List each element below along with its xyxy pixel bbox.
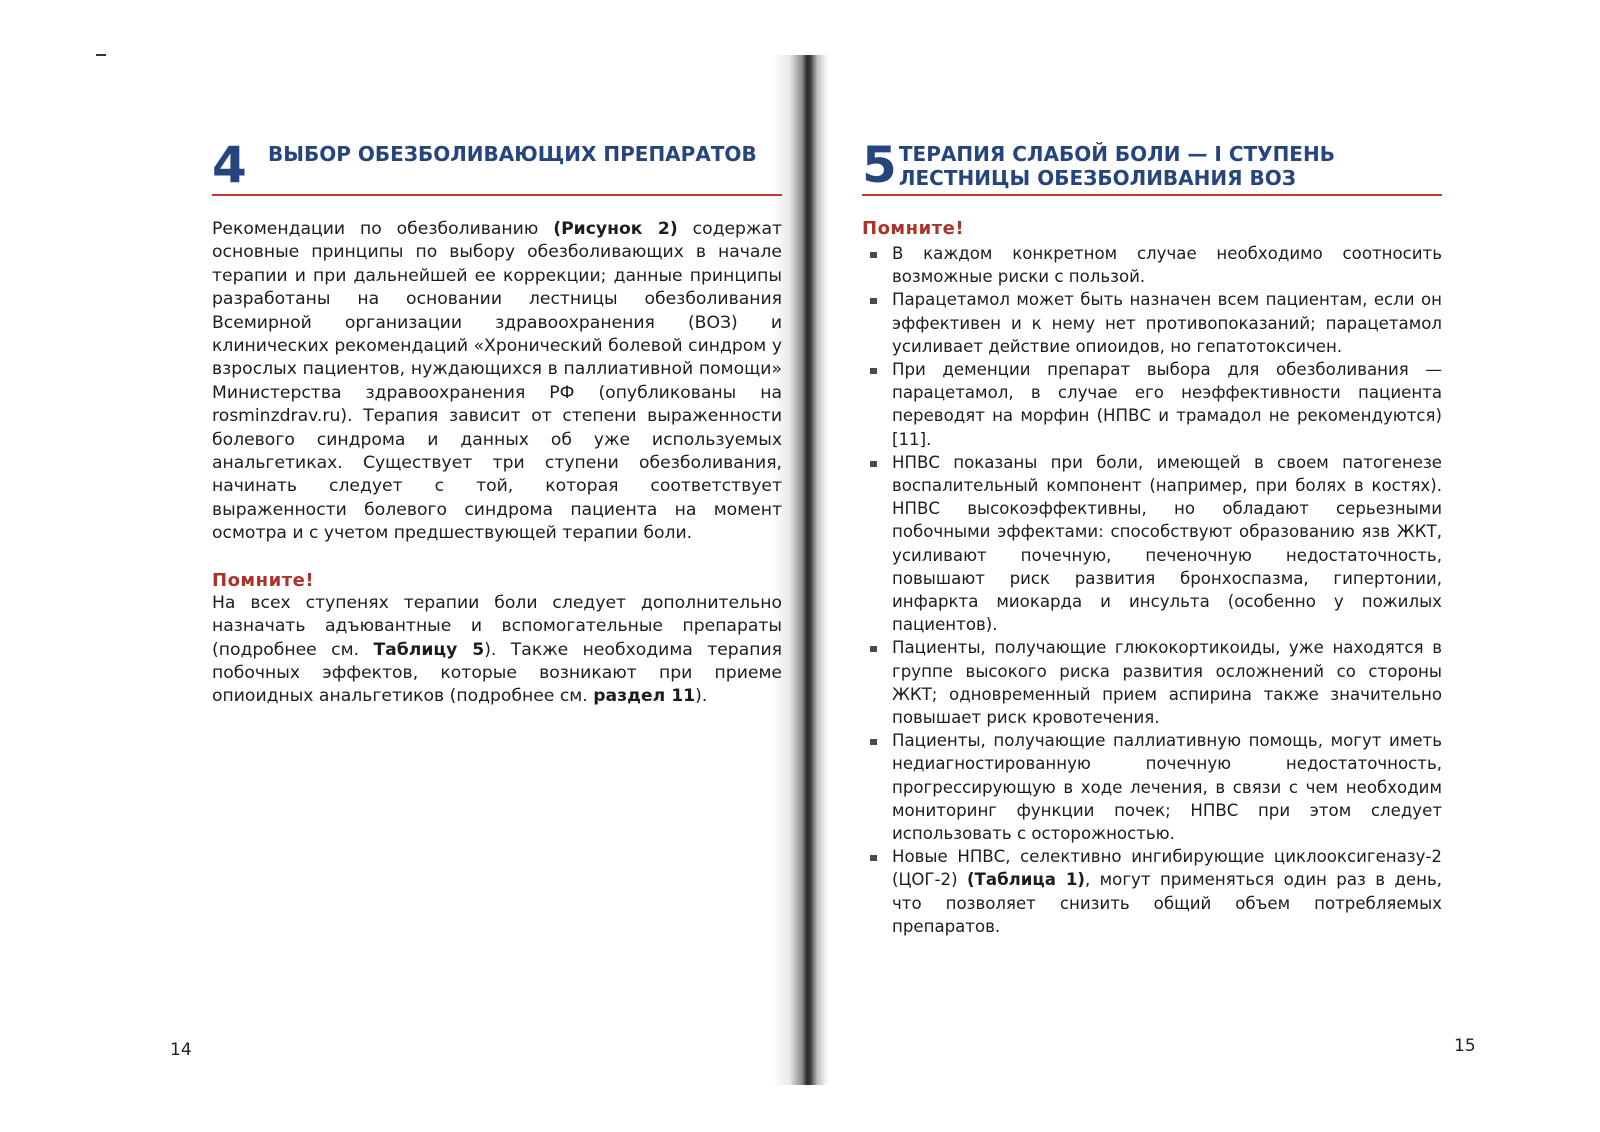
chapter-title: ВЫБОР ОБЕЗБОЛИВАЮЩИХ ПРЕПАРАТОВ [268, 142, 757, 166]
list-item-text: Пациенты, получающие паллиативную помощь, могут иметь недиагностированную почечную недостаточность, прогрессирующую в ходе лечения, в связи с чем необходим мониторинг функции почек; НПВС при этом следует использовать с осторожностью. [892, 731, 1442, 844]
list-item [862, 242, 1442, 288]
chapter-heading-5 [862, 138, 1442, 196]
remember-text-3: ). [695, 686, 708, 707]
section-reference: раздел 11 [593, 686, 696, 707]
remember-paragraph [212, 592, 782, 709]
list-item-text: В каждом конкретном случае необходимо соотносить возможные риски с пользой. [892, 244, 1442, 287]
list-item [862, 358, 1442, 451]
list-item-text: Пациенты, получающие глюкокортикоиды, уже находятся в группе высокого риска развития осложнений со стороны ЖКТ; одновременный прием аспирина также значительно повышает риск кровотечения. [892, 638, 1442, 728]
bullet-icon [870, 461, 877, 467]
intro-paragraph [212, 218, 782, 546]
page-number-left: 14 [170, 1040, 192, 1060]
list-item-text: НПВС показаны при боли, имеющей в своем патогенезе воспалительный компонент (например, при болях в костях). НПВС высокоэффективны, но обладают серьезными побочными эффектами: способствуют образованию язв ЖКТ, усиливают почечную, печеночную недостаточность, повышают риск развития бронхоспазма, гипертонии, инфаркта миокарда и инсульта (особенно у пожилых пациентов). [892, 452, 1442, 635]
chapter-heading-4 [212, 138, 782, 196]
list-item-text: При деменции препарат выбора для обезболивания — парацетамол, в случае его неэффективности пациента переводят на морфин (НПВС и трамадол не рекомендуются) [11]. [892, 360, 1442, 449]
figure-reference: (Рисунок 2) [553, 219, 678, 239]
list-item [862, 636, 1442, 729]
bullet-icon [870, 646, 877, 652]
bullet-icon [870, 368, 877, 374]
intro-text-2: содержат основные принципы по выбору обезболивающих в начале терапии и при дальнейшей ее коррекции; данные принципы разработаны на основании лестницы обезболивания Всемирной организации здравоохранения (ВОЗ) и клинических рекомендаций «Хронический болевой синдром у взрослых пациентов, нуждающихся в паллиативной помощи» Министерства здравоохранения РФ (опубликованы на rosminzdrav.ru). Терапия зависит от степени выраженности болевого синдрома и данных об уже используемых анальгетиках. Существует три ступени обезболивания, начинать следует с той, которая соответствует выраженности болевого синдрома пациента на момент осмотра и с учетом предшествующей терапии боли. [212, 219, 782, 544]
bullet-icon [870, 739, 877, 745]
crop-mark [96, 54, 106, 56]
table-reference: Таблицу 5 [373, 639, 485, 660]
list-item [862, 845, 1442, 938]
right-page [862, 138, 1442, 938]
list-item-text-2: , могут применяться один раз в день, что позволяет снизить общий объем потребляемых препаратов. [892, 870, 1442, 936]
bullet-icon [870, 855, 877, 861]
intro-text-1: Рекомендации по обезболиванию [212, 219, 554, 239]
chapter-title: ТЕРАПИЯ СЛАБОЙ БОЛИ — I СТУПЕНЬ ЛЕСТНИЦЫ ОБЕЗБОЛИВАНИЯ ВОЗ [898, 142, 1335, 190]
table-reference: (Таблица 1) [966, 870, 1085, 890]
remember-list [862, 242, 1442, 938]
left-page [212, 138, 782, 709]
bullet-icon [870, 252, 877, 258]
list-item-text: Парацетамол может быть назначен всем пациентам, если он эффективен и к нему нет противопоказаний; парацетамол усиливает действие опиоидов, но гепатотоксичен. [892, 290, 1442, 356]
chapter-number: 5 [862, 136, 897, 194]
list-item [862, 451, 1442, 637]
list-item [862, 729, 1442, 845]
page-number-right: 15 [1454, 1036, 1476, 1056]
chapter-number: 4 [212, 136, 247, 194]
bullet-icon [870, 298, 877, 304]
remember-label: Помните! [212, 569, 315, 591]
remember-text-1: На всех ступенях терапии боли следует дополнительно назначать адъювантные и вспомогательные препараты (подробнее см. [212, 592, 782, 660]
remember-label: Помните! [862, 218, 965, 239]
list-item [862, 288, 1442, 358]
remember-text-2: ). Также необходима терапия побочных эффектов, которые возникают при приеме опиоидных анальгетиков (подробнее см. [212, 639, 782, 707]
list-item-text-1: Новые НПВС, селективно ингибирующие циклооксигеназу-2 (ЦОГ-2) [892, 847, 1442, 890]
